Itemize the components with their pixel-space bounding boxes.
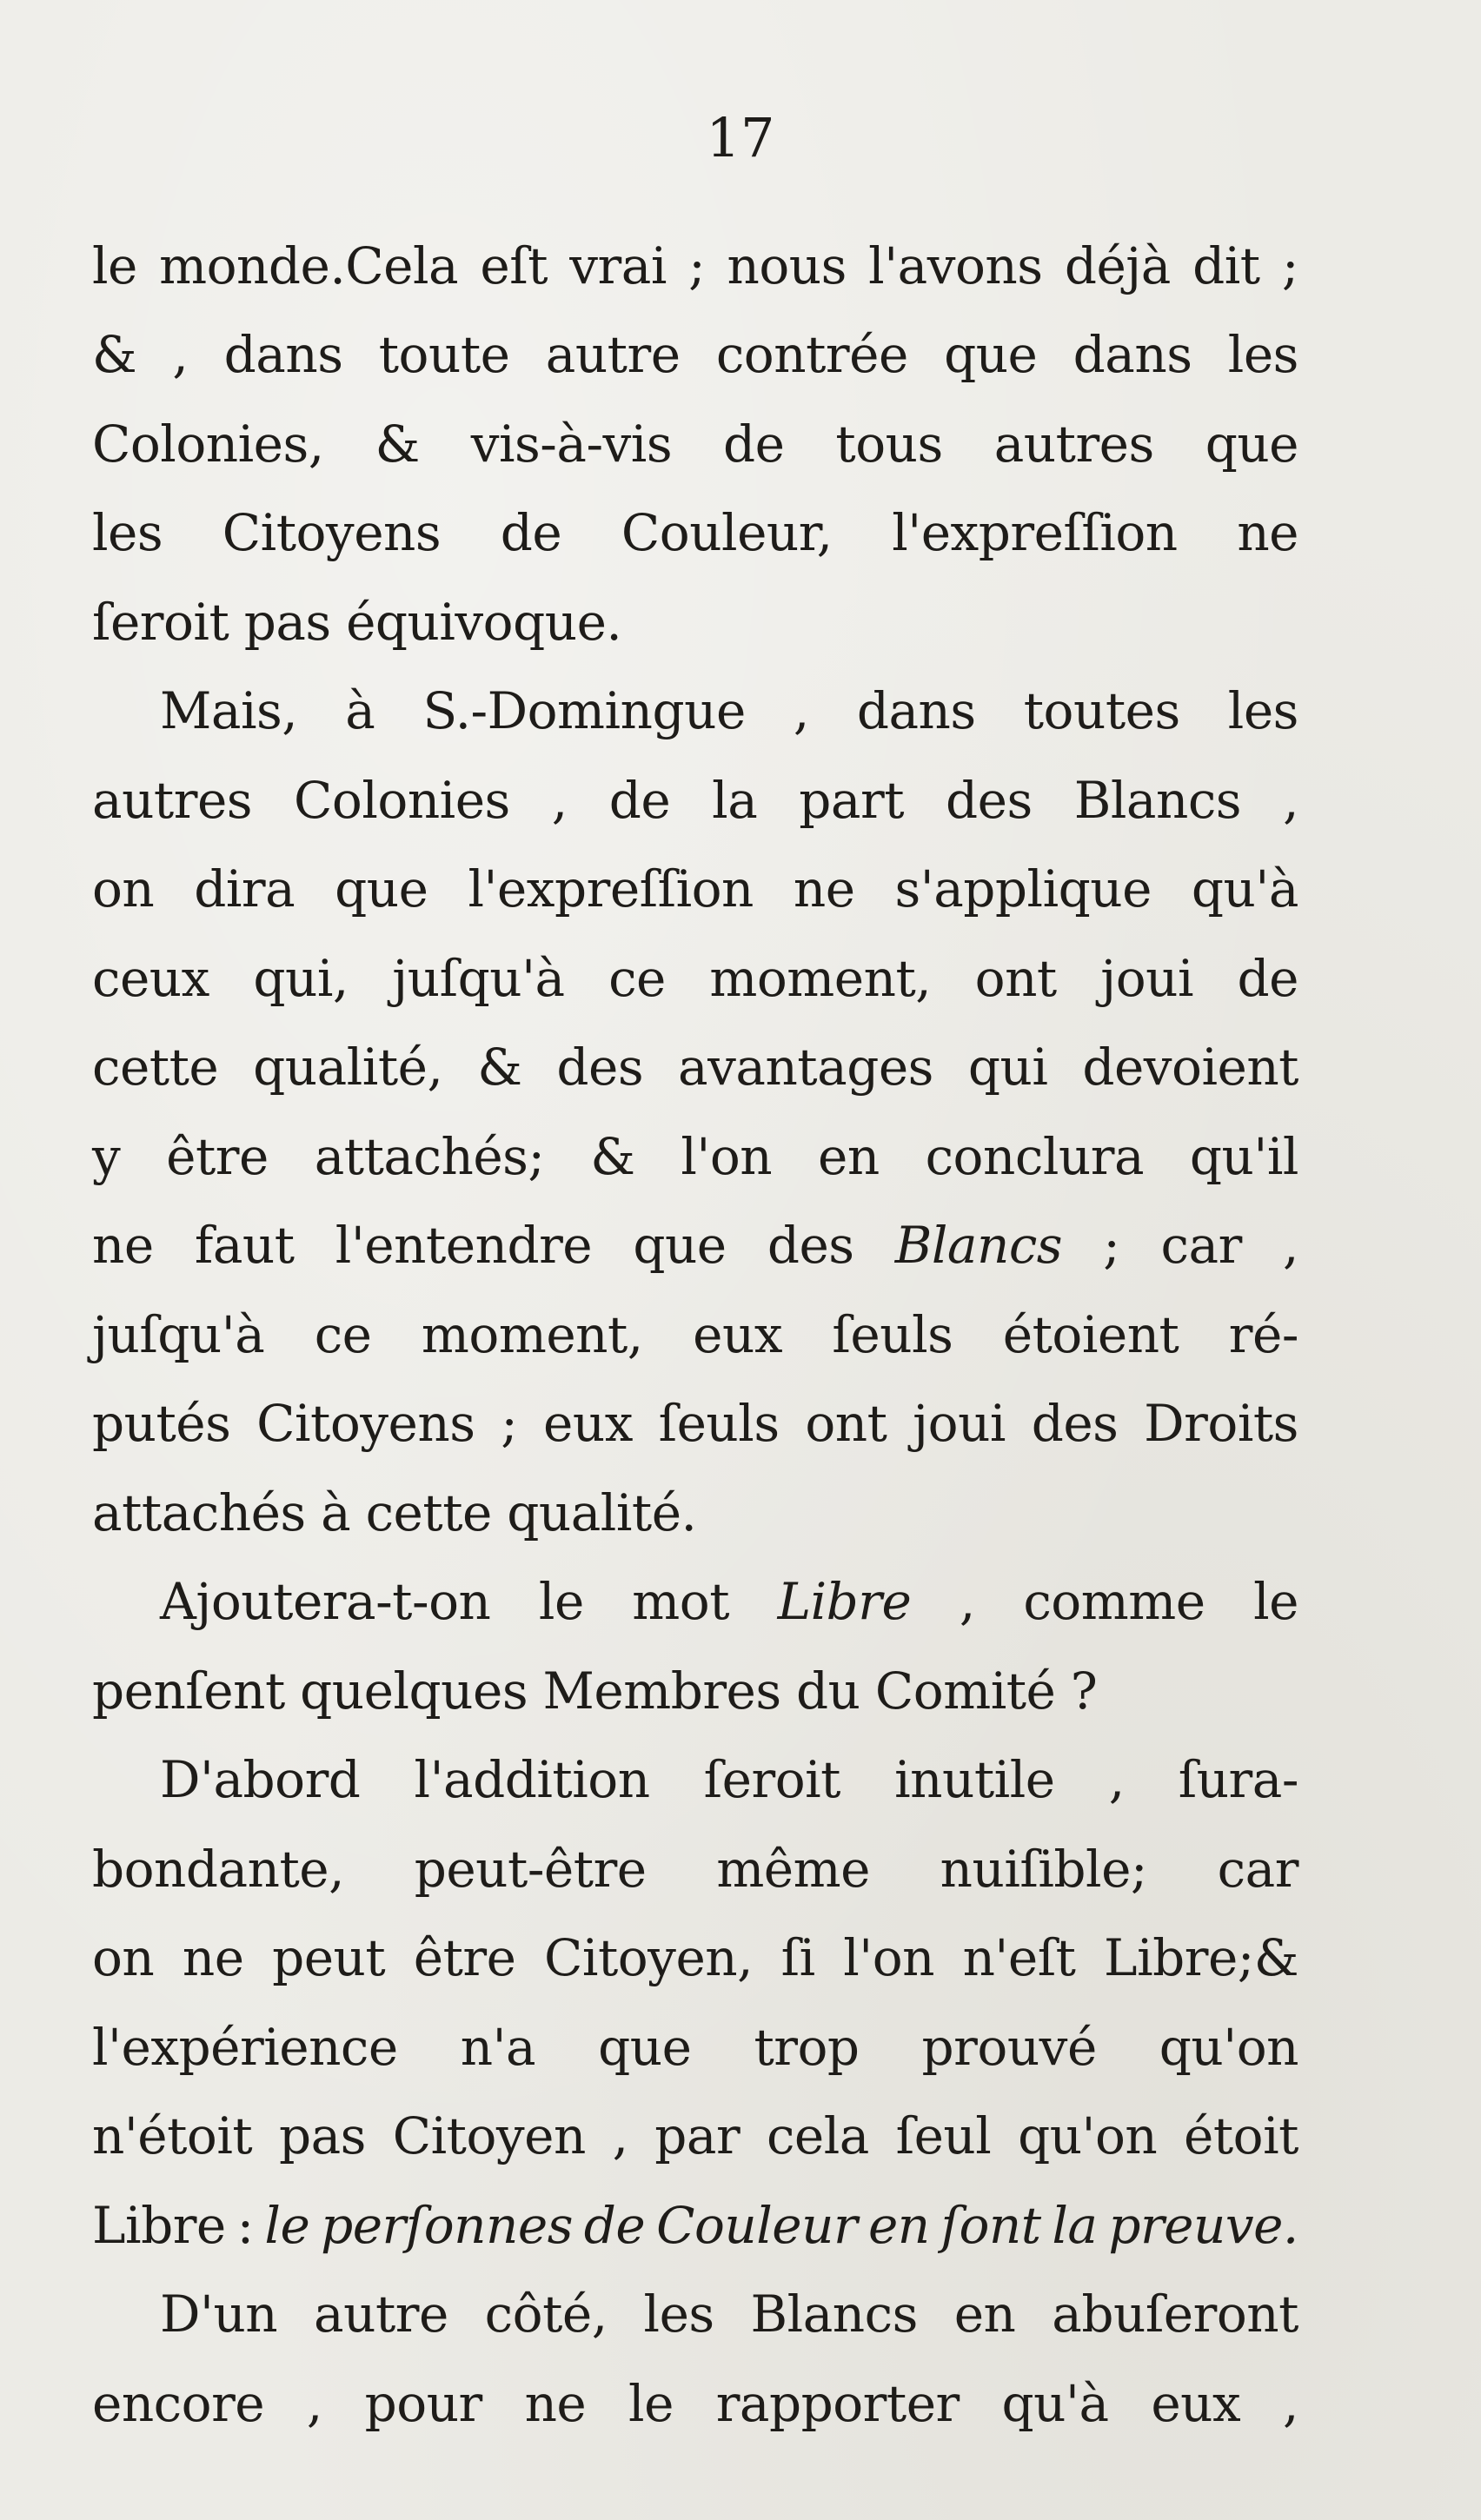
text-line xyxy=(92,1449,1298,1542)
word: D'un xyxy=(160,2285,278,2344)
word: qualité. xyxy=(507,1482,697,1542)
word: cette xyxy=(92,1038,219,1097)
text-line xyxy=(92,1627,1298,1721)
word: & xyxy=(375,414,420,474)
word: juſqu'à xyxy=(392,948,565,1008)
word: les xyxy=(643,2285,714,2344)
word: dans xyxy=(223,325,343,384)
word: l'avons xyxy=(868,235,1043,295)
word: joui xyxy=(1100,948,1194,1008)
word: les xyxy=(1227,681,1298,740)
word: , xyxy=(1283,2373,1298,2433)
italic-word: perſonnes xyxy=(321,2195,573,2255)
word: qu'on xyxy=(1018,2106,1158,2165)
word: ne xyxy=(793,859,855,918)
word: , xyxy=(793,681,809,740)
word: étoient xyxy=(1002,1304,1179,1364)
italic-word: Libre xyxy=(777,1572,912,1631)
word: le xyxy=(92,235,137,295)
word: l'expreſſion xyxy=(892,503,1178,562)
word: & xyxy=(477,1038,522,1097)
word: que xyxy=(335,859,428,918)
word: de xyxy=(500,503,562,562)
word: autres xyxy=(92,770,253,830)
word: vis-à-vis xyxy=(470,414,673,474)
word: abuſeront xyxy=(1052,2285,1298,2344)
word: attachés; xyxy=(314,1126,545,1186)
word: qu'à xyxy=(1001,2373,1109,2433)
word: l'addition xyxy=(414,1750,650,1809)
word: Libre;& xyxy=(1104,1928,1298,1987)
word: que xyxy=(598,2017,692,2077)
word: l'on xyxy=(681,1126,773,1186)
text-line xyxy=(92,1805,1298,1899)
text-line xyxy=(92,2339,1298,2433)
text-line xyxy=(92,2161,1298,2255)
text-line xyxy=(92,469,1298,562)
word: de xyxy=(608,770,671,830)
text-line xyxy=(92,1983,1298,2077)
word: ne xyxy=(92,1216,154,1275)
word: être xyxy=(413,1928,516,1987)
word: encore xyxy=(92,2373,265,2433)
word: Membres xyxy=(542,1661,781,1721)
word: autres xyxy=(993,414,1154,474)
word: juſqu'à xyxy=(92,1304,265,1364)
word: qu'il xyxy=(1189,1126,1298,1186)
word: n'a xyxy=(460,2017,536,2077)
word: y xyxy=(92,1126,121,1186)
word: dira xyxy=(194,859,296,918)
word: pas xyxy=(278,2106,366,2165)
word: des xyxy=(767,1216,854,1275)
word: Couleur, xyxy=(621,503,833,562)
word: eux xyxy=(543,1394,633,1453)
word: qui xyxy=(967,1038,1048,1097)
word: qualité, xyxy=(253,1038,443,1097)
word: autre xyxy=(314,2285,448,2344)
word: ? xyxy=(1070,1661,1098,1721)
text-line xyxy=(92,202,1298,295)
text-line xyxy=(92,2072,1298,2165)
text-line xyxy=(92,914,1298,1008)
word: toutes xyxy=(1023,681,1180,740)
word: eux xyxy=(693,1304,783,1364)
word: , xyxy=(551,770,568,830)
word: ce xyxy=(608,948,666,1008)
italic-word: la xyxy=(1052,2195,1098,2255)
word: on xyxy=(92,859,155,918)
word: Comité xyxy=(874,1661,1056,1721)
word: Blancs xyxy=(1073,770,1242,830)
word: la xyxy=(712,770,758,830)
word: ce xyxy=(314,1304,372,1364)
word: car xyxy=(1160,1216,1242,1275)
word: ſeuls xyxy=(658,1394,780,1453)
word: moment, xyxy=(421,1304,643,1364)
word: de xyxy=(1237,948,1298,1008)
word: les xyxy=(92,503,163,562)
word: Blancs xyxy=(750,2285,918,2344)
word: avantages xyxy=(678,1038,933,1097)
word: Citoyens xyxy=(256,1394,475,1453)
word: rapporter xyxy=(715,2373,960,2433)
word: peut-être xyxy=(414,1839,647,1899)
word: Colonies, xyxy=(92,414,324,474)
word: Citoyens xyxy=(222,503,442,562)
word: & xyxy=(590,1126,635,1186)
word: Mais, xyxy=(160,681,298,740)
word: ſi xyxy=(780,1928,815,1987)
word: conclura xyxy=(925,1126,1145,1186)
word: eux xyxy=(1151,2373,1241,2433)
word: moment, xyxy=(709,948,932,1008)
word: ne xyxy=(524,2373,587,2433)
word: en xyxy=(818,1126,880,1186)
word: inutile xyxy=(894,1750,1055,1809)
word: attachés xyxy=(92,1482,306,1542)
word: bondante, xyxy=(92,1839,345,1899)
text-line xyxy=(92,380,1298,474)
word: par xyxy=(654,2106,740,2165)
word: joui xyxy=(913,1394,1006,1453)
text-line xyxy=(92,736,1298,830)
word: l'expérience xyxy=(92,2017,398,2077)
word: même xyxy=(716,1839,870,1899)
word: D'abord xyxy=(160,1750,361,1809)
word: autre xyxy=(545,325,681,384)
word: , xyxy=(172,325,189,384)
word: des xyxy=(556,1038,644,1097)
word: n'eſt xyxy=(962,1928,1076,1987)
word: & xyxy=(92,325,137,384)
word: étoit xyxy=(1184,2106,1298,2165)
word: putés xyxy=(92,1394,231,1453)
body-text xyxy=(92,202,1298,2433)
word: que xyxy=(633,1216,727,1275)
text-line xyxy=(92,1092,1298,1186)
word: part xyxy=(799,770,905,830)
word: vrai xyxy=(569,235,667,295)
word: l'on xyxy=(843,1928,935,1987)
italic-word: Blancs xyxy=(894,1216,1063,1275)
text-line xyxy=(92,291,1298,384)
word: n'étoit xyxy=(92,2106,253,2165)
word: en xyxy=(953,2285,1016,2344)
word: Droits xyxy=(1144,1394,1298,1453)
word: Colonies xyxy=(294,770,510,830)
word: être xyxy=(166,1126,269,1186)
word: dans xyxy=(1073,325,1192,384)
word: ; xyxy=(688,235,706,295)
italic-word: en xyxy=(867,2195,930,2255)
word: trop xyxy=(754,2017,860,2077)
word: toute xyxy=(378,325,510,384)
word: Ajoutera-t-on xyxy=(160,1572,491,1631)
italic-word: ſont xyxy=(940,2195,1041,2255)
word: on xyxy=(92,1928,155,1987)
text-line xyxy=(92,558,1298,652)
word: s'applique xyxy=(894,859,1152,918)
text-line xyxy=(92,2251,1298,2344)
word: côté, xyxy=(484,2285,608,2344)
word: nous xyxy=(727,235,847,295)
word: du xyxy=(796,1661,860,1721)
word: prouvé xyxy=(921,2017,1097,2077)
word: que xyxy=(1205,414,1298,474)
word: l'expreſſion xyxy=(468,859,754,918)
word: faut xyxy=(194,1216,295,1275)
word: de xyxy=(723,414,785,474)
word: pour xyxy=(364,2373,482,2433)
word: qu'on xyxy=(1159,2017,1298,2077)
text-line xyxy=(92,1538,1298,1631)
word: les xyxy=(1227,325,1298,384)
word: monde.Cela xyxy=(159,235,459,295)
word: le xyxy=(538,1572,584,1631)
text-line xyxy=(92,1270,1298,1364)
word: le xyxy=(1253,1572,1298,1631)
text-line xyxy=(92,647,1298,740)
word: à xyxy=(345,681,375,740)
word: S.-Domingue xyxy=(422,681,746,740)
word: Citoyen xyxy=(392,2106,586,2165)
word: ne xyxy=(182,1928,244,1987)
word: , xyxy=(1283,770,1298,830)
word: ; xyxy=(1103,1216,1120,1275)
word: déjà xyxy=(1064,235,1171,295)
word: l'entendre xyxy=(335,1216,593,1275)
italic-word: de xyxy=(583,2195,646,2255)
word: le xyxy=(628,2373,674,2433)
page-number: 17 xyxy=(706,106,775,169)
text-line xyxy=(92,1360,1298,1453)
word: ſeuls xyxy=(832,1304,953,1364)
word: ont xyxy=(805,1394,887,1453)
word: contrée xyxy=(715,325,908,384)
word: ſeul xyxy=(895,2106,992,2165)
word: ceux xyxy=(92,948,209,1008)
word: devoient xyxy=(1082,1038,1298,1097)
word: , xyxy=(959,1572,975,1631)
word: cette xyxy=(365,1482,492,1542)
word: qui, xyxy=(253,948,349,1008)
word: ſeroit xyxy=(703,1750,840,1809)
word: , xyxy=(306,2373,322,2433)
word: ont xyxy=(974,948,1057,1008)
text-line xyxy=(92,1716,1298,1809)
word: comme xyxy=(1023,1572,1205,1631)
italic-word: Couleur xyxy=(656,2195,858,2255)
text-line xyxy=(92,1182,1298,1275)
word: : xyxy=(236,2195,254,2255)
word: équivoque. xyxy=(346,592,622,652)
word: des xyxy=(1031,1394,1119,1453)
word: ; xyxy=(1281,235,1298,295)
word: dit xyxy=(1192,235,1260,295)
word: , xyxy=(1108,1750,1125,1809)
word: qu'à xyxy=(1191,859,1298,918)
word: ſeroit xyxy=(92,592,229,652)
word: ; xyxy=(501,1394,518,1453)
word: car xyxy=(1217,1839,1298,1899)
word: dans xyxy=(856,681,976,740)
word: nuiſible; xyxy=(940,1839,1147,1899)
word: eſt xyxy=(480,235,548,295)
word: ré- xyxy=(1228,1304,1298,1364)
word: mot xyxy=(632,1572,730,1631)
word: , xyxy=(612,2106,628,2165)
word: des xyxy=(946,770,1033,830)
word: pas xyxy=(243,592,331,652)
word: quelques xyxy=(300,1661,528,1721)
word: peut xyxy=(272,1928,386,1987)
word: Libre xyxy=(92,2195,226,2255)
text-line xyxy=(92,1004,1298,1097)
word: penſent xyxy=(92,1661,285,1721)
word: que xyxy=(944,325,1038,384)
word: , xyxy=(1282,1216,1298,1275)
word: tous xyxy=(835,414,943,474)
text-line xyxy=(92,826,1298,918)
word: à xyxy=(321,1482,351,1542)
word: ſura- xyxy=(1178,1750,1298,1809)
italic-word: le xyxy=(264,2195,310,2255)
word: ne xyxy=(1237,503,1298,562)
word: cela xyxy=(766,2106,869,2165)
italic-word: preuve. xyxy=(1108,2195,1298,2255)
word: Citoyen, xyxy=(544,1928,754,1987)
text-line xyxy=(92,1894,1298,1987)
